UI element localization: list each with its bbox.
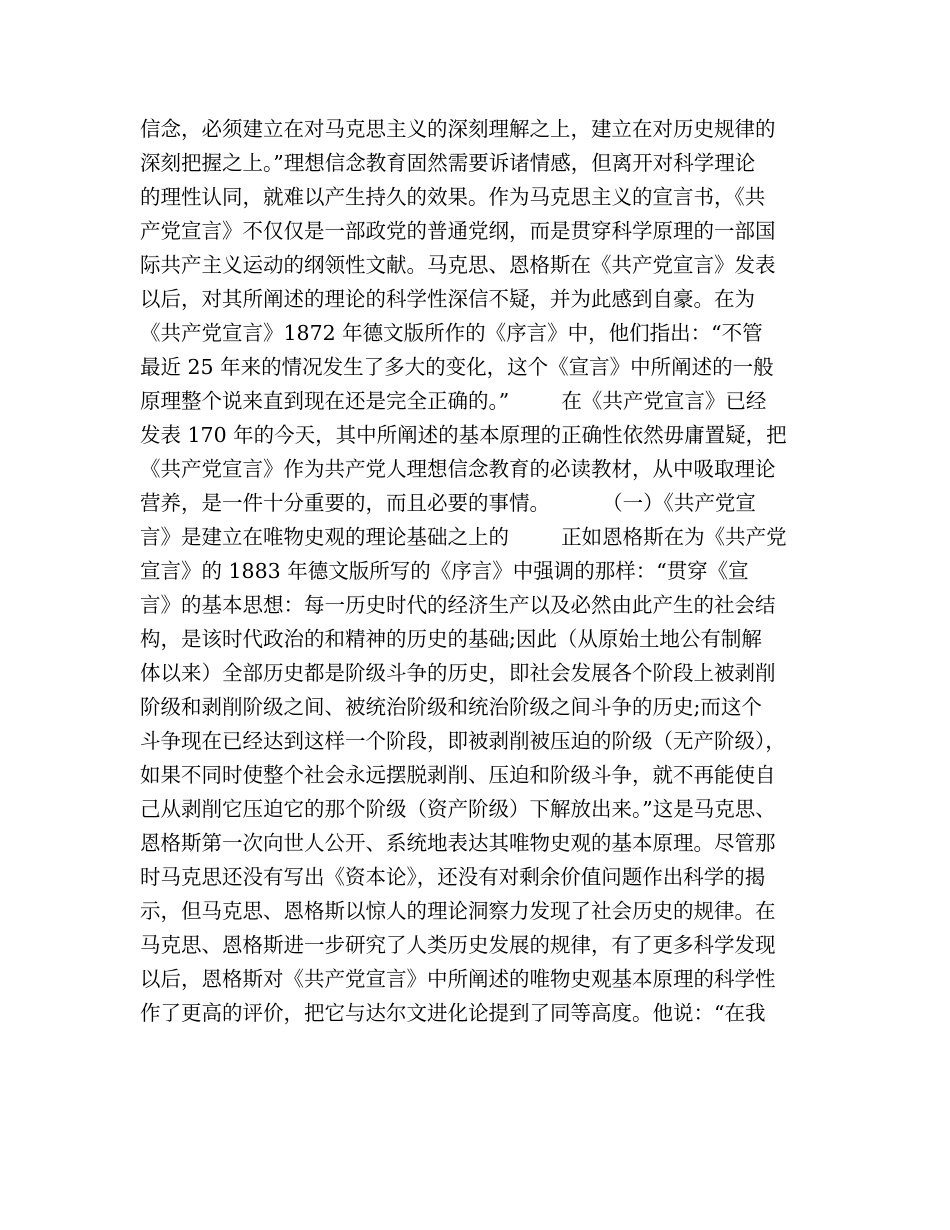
text-line: 的理性认同，就难以产生持久的效果。作为马克思主义的宣言书，《共 [140,185,766,209]
text-line: 言》的基本思想：每一历史时代的经济生产以及必然由此产生的社会结 [140,593,776,617]
text-line: 作了更高的评价，把它与达尔文进化论提到了同等高度。他说：“在我 [140,1001,766,1025]
text-line: 产党宣言》不仅仅是一部政党的普通党纲，而是贯穿科学原理的一部国 [140,219,776,243]
text-line: 马克思、恩格斯进一步研究了人类历史发展的规律，有了更多科学发现 [140,933,776,957]
text-line: 最近 25 年来的情况发生了多大的变化，这个《宣言》中所阐述的一般 [140,355,774,379]
text-line: 恩格斯第一次向世人公开、系统地表达其唯物史观的基本原理。尽管那 [140,831,776,855]
text-line: 斗争现在已经达到这样一个阶段，即被剥削被压迫的阶级（无产阶级）， [140,729,786,753]
text-line: 言》是建立在唯物史观的理论基础之上的 正如恩格斯在为《共产党 [140,525,787,549]
text-line: 如果不同时使整个社会永远摆脱剥削、压迫和阶级斗争，就不再能使自 [140,763,776,787]
text-line: 示，但马克思、恩格斯以惊人的理论洞察力发现了社会历史的规律。在 [140,899,776,923]
text-line: 宣言》的 1883 年德文版所写的《序言》中强调的那样：“贯穿《宣 [140,559,749,583]
body-text [140,112,820,1030]
text-line: 信念，必须建立在对马克思主义的深刻理解之上，建立在对历史规律的 [140,117,776,141]
text-line: 《共产党宣言》1872 年德文版所作的《序言》中，他们指出：“不管 [140,321,763,345]
text-line: 原理整个说来直到现在还是完全正确的。” 在《共产党宣言》已经 [140,389,767,413]
text-line: 发表 170 年的今天，其中所阐述的基本原理的正确性依然毋庸置疑，把 [140,423,787,447]
text-line: 以后，恩格斯对《共产党宣言》中所阐述的唯物史观基本原理的科学性 [140,967,776,991]
text-line: 体以来）全部历史都是阶级斗争的历史，即社会发展各个阶段上被剥削 [140,661,776,685]
text-line: 深刻把握之上。”理想信念教育固然需要诉诸情感，但离开对科学理论 [140,151,756,175]
text-line: 构，是该时代政治的和精神的历史的基础;因此（从原始土地公有制解 [140,627,762,651]
text-line: 阶级和剥削阶级之间、被统治阶级和统治阶级之间斗争的历史;而这个 [140,695,762,719]
text-line: 际共产主义运动的纲领性文献。马克思、恩格斯在《共产党宣言》发表 [140,253,776,277]
text-line: 时马克思还没有写出《资本论》，还没有对剩余价值问题作出科学的揭 [140,865,766,889]
text-line: 《共产党宣言》作为共产党人理想信念教育的必读教材，从中吸取理论 [140,457,776,481]
text-line: 营养，是一件十分重要的，而且必要的事情。 （一）《共产党宣 [140,491,756,515]
text-line: 己从剥削它压迫它的那个阶级（资产阶级）下解放出来。”这是马克思、 [140,797,776,821]
text-line: 以后，对其所阐述的理论的科学性深信不疑，并为此感到自豪。在为 [140,287,755,311]
